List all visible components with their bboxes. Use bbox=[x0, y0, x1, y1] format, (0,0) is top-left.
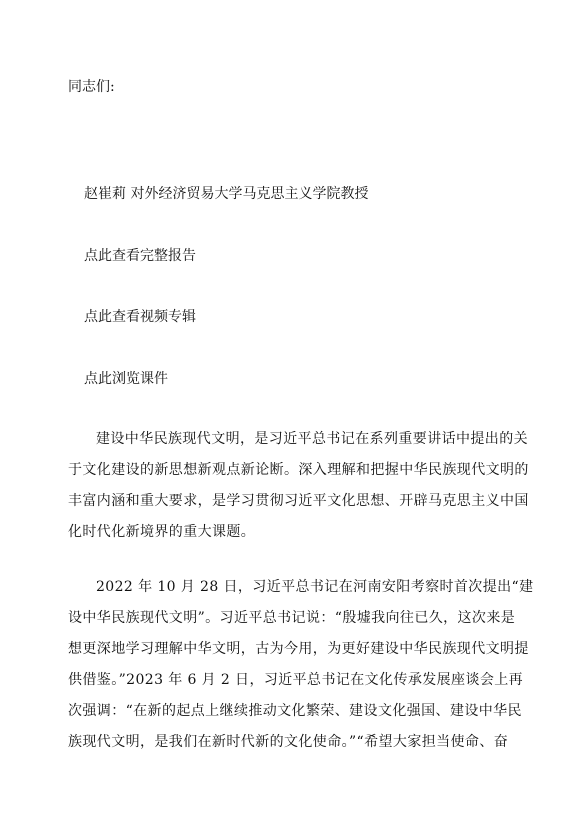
view-full-report-link[interactable]: 点此查看完整报告 bbox=[84, 248, 196, 264]
paragraph-line: 族现代文明，是我们在新时代新的文化使命。”“希望大家担当使命、奋 bbox=[68, 734, 509, 750]
paragraph-line: 次强调：“在新的起点上继续推动文化繁荣、建设文化强国、建设中华民 bbox=[68, 703, 522, 719]
paragraph-line: 2022 年 10 月 28 日，习近平总书记在河南安阳考察时首次提出“建 bbox=[96, 579, 534, 595]
paragraph-line: 想更深地学习理解中华文明，古为今用，为更好建设中华民族现代文明提 bbox=[68, 641, 529, 657]
paragraph-line: 建设中华民族现代文明，是习近平总书记在系列重要讲话中提出的关 bbox=[96, 431, 528, 447]
paragraph-line: 供借鉴。”2023 年 6 月 2 日，习近平总书记在文化传承发展座谈会上再 bbox=[68, 672, 524, 688]
paragraph-line: 于文化建设的新思想新观点新论断。深入理解和把握中华民族现代文明的 bbox=[68, 462, 529, 478]
salutation: 同志们: bbox=[68, 79, 115, 95]
paragraph-intro bbox=[68, 424, 529, 548]
paragraph-line: 化时代化新境界的重大课题。 bbox=[68, 524, 256, 540]
paragraph-line: 丰富内涵和重大要求，是学习贯彻习近平文化思想、开辟马克思主义中国 bbox=[68, 493, 529, 509]
paragraph-history bbox=[68, 572, 534, 758]
view-video-album-link[interactable]: 点此查看视频专辑 bbox=[84, 309, 196, 325]
browse-courseware-link[interactable]: 点此浏览课件 bbox=[84, 371, 168, 387]
paragraph-line: 设中华民族现代文明”。习近平总书记说：“殷墟我向往已久，这次来是 bbox=[68, 610, 516, 626]
author-line: 赵崔莉 对外经济贸易大学马克思主义学院教授 bbox=[84, 186, 369, 202]
